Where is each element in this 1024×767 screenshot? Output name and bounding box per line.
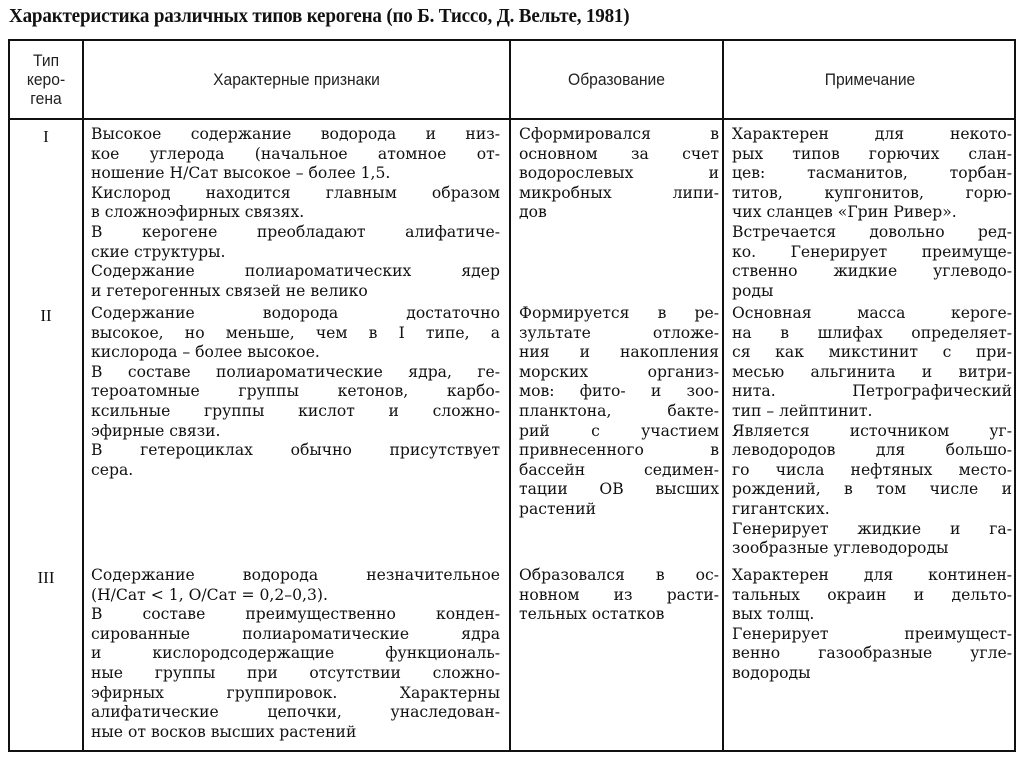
text-line: эфирные связи. — [91, 421, 221, 440]
text-line: Формируется в ре- — [519, 304, 719, 322]
text-line: Сформировался в — [519, 125, 719, 143]
text-line: привнесенного в — [519, 441, 719, 460]
text-line: Является источником уг- — [732, 421, 1012, 440]
text-line: кое углерода (начальное атомное от- — [91, 144, 500, 163]
text-line: В составе полиароматические ядра, ге- — [91, 362, 500, 381]
text-line: высокое, но меньше, чем в I типе, а — [91, 323, 500, 342]
text-line: ные от восков высших растений — [91, 722, 357, 741]
text-line: Содержание водорода достаточно — [91, 304, 500, 322]
text-line: дов — [519, 203, 547, 222]
text-line: мов: фито- и зоо- — [519, 382, 719, 401]
text-line: го числа нефтяных место- — [732, 460, 1012, 479]
formation-cell — [519, 304, 719, 520]
text-line: водороды — [732, 663, 811, 682]
text-line: гигантских. — [732, 499, 830, 518]
text-line: В составе преимущественно конден- — [91, 605, 500, 624]
text-line: ственно жидкие углеводо- — [732, 262, 1012, 281]
kerogen-type-label: II — [40, 306, 52, 325]
header-divider — [10, 118, 1014, 120]
paragraph — [732, 520, 1012, 559]
paragraph — [519, 125, 719, 223]
text-line: Содержание водорода незначительное — [91, 566, 500, 584]
text-line: рий с участием — [519, 421, 719, 440]
text-line: тальных окраин и дельто- — [732, 585, 1012, 604]
table-title: Характеристика различных типов керогена (по Б. Тиссо, Д. Вельте, 1981) — [9, 5, 630, 27]
text-line: роды — [732, 281, 774, 300]
column-divider — [82, 41, 84, 750]
kerogen-type-label: III — [37, 568, 55, 587]
header-type-line: Тип — [32, 51, 60, 70]
text-line: в сложноэфирных связях. — [91, 203, 305, 222]
text-line: основном за счет — [519, 144, 719, 163]
text-line: Образовался в ос- — [519, 566, 719, 584]
column-divider — [722, 41, 724, 750]
text-line: зультате отложе- — [519, 323, 719, 342]
text-line: В гетероциклах обычно присутствует — [91, 441, 500, 460]
text-line: цев: тасманитов, торбан- — [732, 164, 1012, 183]
text-line: Характерен для континен- — [732, 566, 1012, 584]
text-line: Встречается довольно ред- — [732, 222, 1012, 241]
text-line: на в шлифах определяет- — [732, 323, 1012, 342]
text-line: сера. — [91, 460, 134, 479]
paragraph — [732, 223, 1012, 301]
kerogen-table — [8, 39, 1016, 752]
paragraph — [732, 625, 1012, 684]
text-line: морских организ- — [519, 362, 719, 381]
text-line: зообразные углеводороды — [732, 539, 949, 558]
text-line: эфирных группировок. Характерны — [91, 683, 500, 702]
paragraph — [91, 363, 500, 441]
formation-cell — [519, 566, 719, 625]
paragraph — [91, 605, 500, 742]
text-line: тероатомные группы кетонов, карбо- — [91, 382, 500, 401]
text-line: рождений, в том числе и — [732, 480, 1012, 499]
paragraph — [91, 125, 500, 184]
text-line: кислорода – более высокое. — [91, 343, 320, 362]
text-line: Характерен для некото- — [732, 125, 1012, 143]
paragraph — [732, 125, 1012, 223]
paragraph — [91, 304, 500, 363]
text-line: ся как микстинит с при- — [732, 343, 1012, 362]
text-line: титов, купгонитов, горю- — [732, 183, 1012, 202]
text-line: растений — [519, 499, 597, 518]
note-cell — [732, 304, 1012, 559]
paragraph — [91, 441, 500, 480]
text-line: новном из расти- — [519, 585, 719, 604]
kerogen-type-label: I — [43, 127, 49, 146]
header-formation: Образование — [568, 69, 665, 89]
features-cell — [91, 566, 500, 742]
formation-cell — [519, 125, 719, 223]
text-line: сированные полиароматические ядра — [91, 624, 500, 643]
paragraph — [732, 566, 1012, 625]
text-line: рых типов горючих слан- — [732, 144, 1012, 163]
text-line: алифатические цепочки, унаследован- — [91, 703, 500, 722]
header-type — [13, 41, 79, 118]
text-line: водорослевых и — [519, 164, 719, 183]
text-line: ксильные группы кислот и сложно- — [91, 401, 500, 420]
text-line: микробных липи- — [519, 183, 719, 202]
text-line: и кислородсодержащие функциональ- — [91, 644, 500, 663]
header-features: Характерные признаки — [213, 69, 380, 89]
header-note: Примечание — [824, 69, 916, 89]
paragraph — [91, 223, 500, 262]
text-line: Генерирует преимущест- — [732, 624, 1012, 643]
text-line: Основная масса кероге- — [732, 304, 1012, 322]
header-type-line: гена — [30, 89, 62, 108]
text-line: Генерирует жидкие и га- — [732, 519, 1012, 538]
paragraph — [91, 262, 500, 301]
text-line: ния и накопления — [519, 343, 719, 362]
note-cell — [732, 125, 1012, 301]
header-type-line: керо- — [26, 70, 66, 89]
text-line: Кислород находится главным образом — [91, 183, 500, 202]
paragraph — [91, 566, 500, 605]
text-line: Высокое содержание водорода и низ- — [91, 125, 500, 143]
text-line: ские структуры. — [91, 242, 226, 261]
text-line: и гетерогенных связей не велико — [91, 281, 368, 300]
note-cell — [732, 566, 1012, 684]
text-line: венно газообразные угле- — [732, 644, 1012, 663]
text-line: тельных остатков — [519, 605, 665, 624]
paragraph — [732, 304, 1012, 422]
text-line: (H/Cат < 1, O/Cат = 0,2–0,3). — [91, 585, 328, 604]
text-line: леводородов для большо- — [732, 441, 1012, 460]
text-line: В керогене преобладают алифатиче- — [91, 222, 500, 241]
text-line: тации ОВ высших — [519, 480, 719, 499]
text-line: ко. Генерирует преимуще- — [732, 242, 1012, 261]
text-line: тип – лейптинит. — [732, 401, 873, 420]
text-line: ношение H/Cат высокое – более 1,5. — [91, 164, 391, 183]
paragraph — [91, 184, 500, 223]
text-line: планктона, бакте- — [519, 401, 719, 420]
text-line: нита. Петрографический — [732, 382, 1012, 401]
text-line: вых толщ. — [732, 605, 815, 624]
text-line: ные группы при отсутствии сложно- — [91, 663, 500, 682]
paragraph — [519, 566, 719, 625]
column-divider — [509, 41, 511, 750]
text-line: чих сланцев «Грин Ривер». — [732, 203, 957, 222]
text-line: Содержание полиароматических ядер — [91, 262, 500, 281]
text-line: бассейн седимен- — [519, 460, 719, 479]
paragraph — [519, 304, 719, 520]
features-cell — [91, 304, 500, 480]
features-cell — [91, 125, 500, 301]
text-line: месью альгинита и витри- — [732, 362, 1012, 381]
paragraph — [732, 422, 1012, 520]
